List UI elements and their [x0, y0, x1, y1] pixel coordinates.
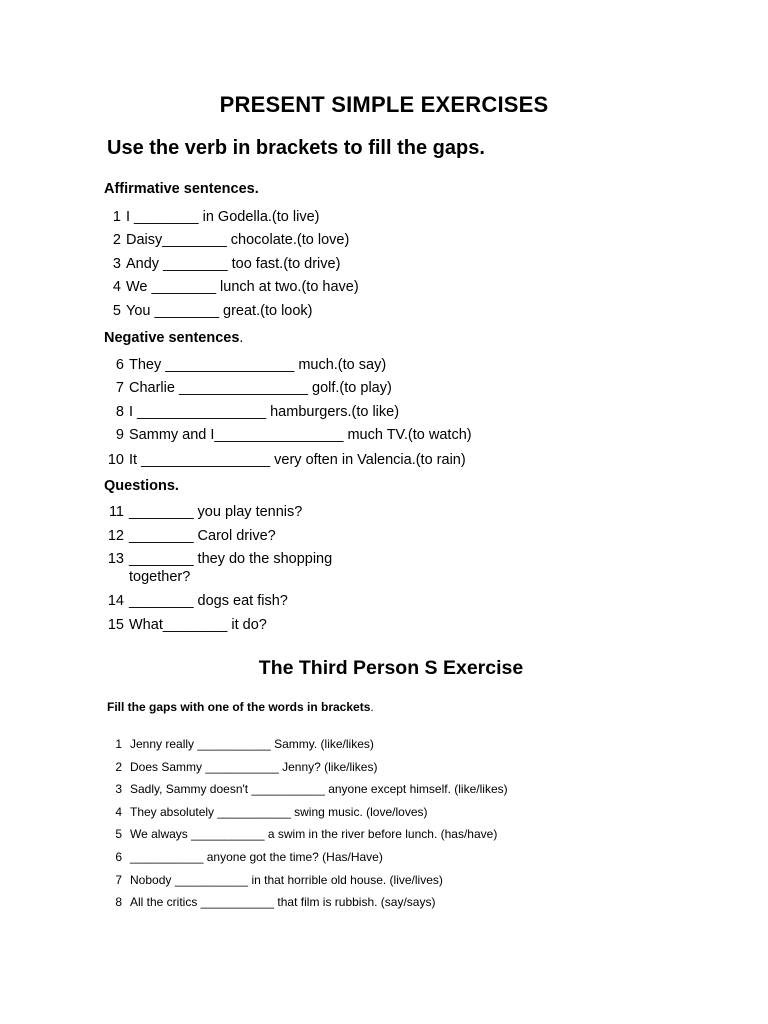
section-heading-negative: Negative sentences.: [104, 330, 244, 346]
instruction-third-person: Fill the gaps with one of the words in brackets.: [107, 700, 374, 714]
page-title: PRESENT SIMPLE EXERCISES: [219, 92, 549, 117]
section-heading-questions: Questions.: [104, 478, 179, 494]
section-title-third-person: The Third Person S Exercise: [258, 657, 524, 679]
instruction: Use the verb in brackets to fill the gaps.: [107, 137, 485, 159]
section-heading-affirmative: Affirmative sentences.: [104, 181, 259, 197]
